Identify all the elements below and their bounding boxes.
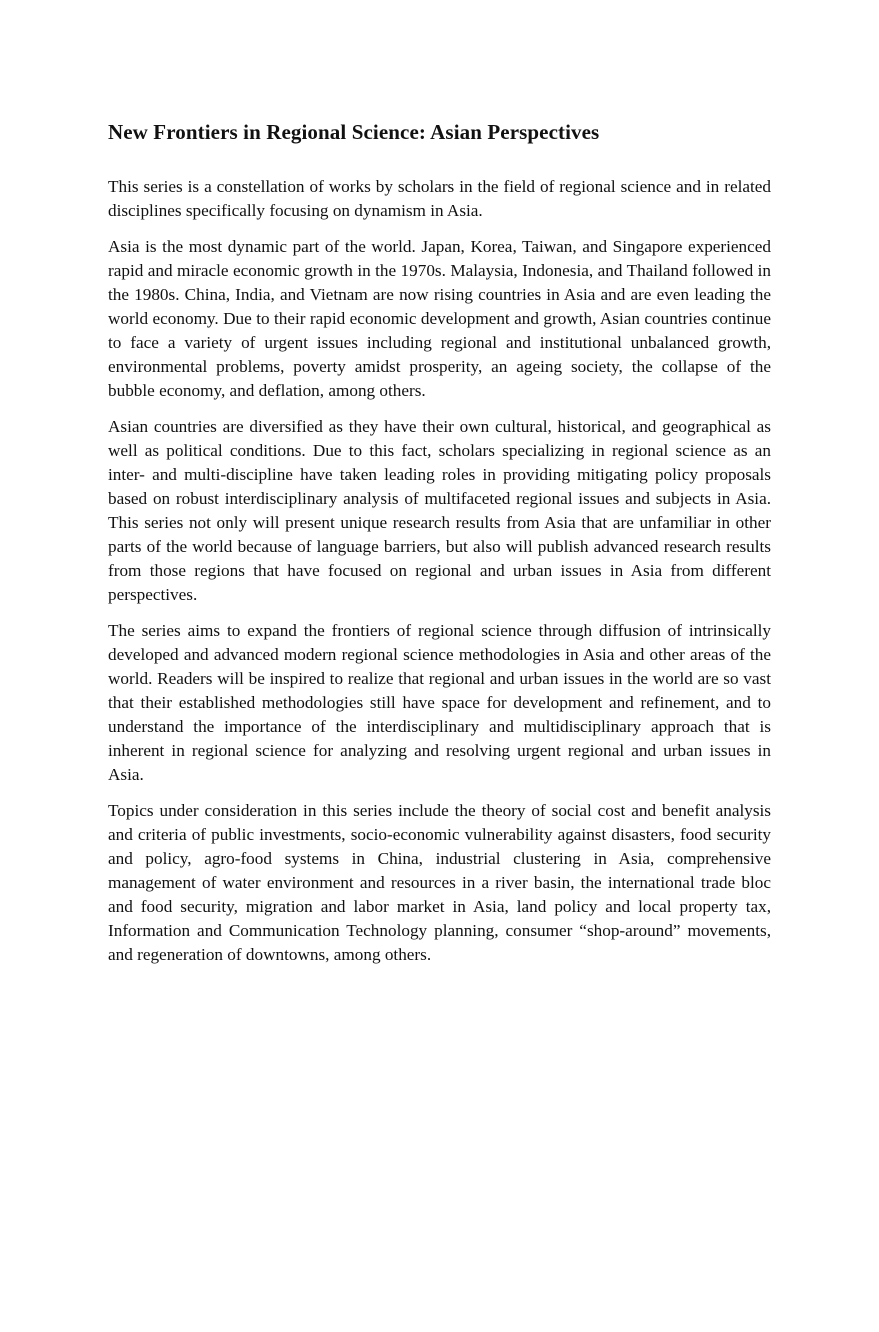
document-page	[108, 118, 771, 979]
paragraph-topics: Topics under consideration in this series include the theory of social cost and benefit analysis and criteria of public investments, socio-economic vulnerability against disasters, food security and policy, agro-food systems in China, industrial clustering in Asia, comprehensive management of water environment and resources in a river basin, the international trade bloc and food security, migration and labor market in Asia, land policy and local property tax, Information and Communication Technology planning, consumer “shop-around” movements, and regeneration of downtowns, among others.	[108, 801, 771, 964]
paragraph-asian-diversity: Asian countries are diversified as they have their own cultural, historical, and geographical as well as political conditions. Due to this fact, scholars specializing in regional science as an inter- and multi-discipline have taken leading roles in providing mitigating policy proposals based on robust interdisciplinary analysis of multifaceted regional issues and subjects in Asia. This series not only will present unique research results from Asia that are unfamiliar in other parts of the world because of language barriers, but also will publish advanced research results from those regions that have focused on regional and urban issues in Asia from different perspectives.	[108, 417, 771, 604]
paragraph-intro: This series is a constellation of works by scholars in the field of regional science and in related disciplines specifically focusing on dynamism in Asia.	[108, 177, 771, 220]
paragraph-asia-dynamism: Asia is the most dynamic part of the world. Japan, Korea, Taiwan, and Singapore experienced rapid and miracle economic growth in the 1970s. Malaysia, Indonesia, and Thailand followed in the 1980s. China, India, and Vietnam are now rising countries in Asia and are even leading the world economy. Due to their rapid economic development and growth, Asian countries continue to face a variety of urgent issues including regional and institutional unbalanced growth, environmental problems, poverty amidst prosperity, an ageing society, the collapse of the bubble economy, and deflation, among others.	[108, 237, 771, 400]
paragraph-series-aims: The series aims to expand the frontiers of regional science through diffusion of intrinsically developed and advanced modern regional science methodologies in Asia and other areas of the world. Readers will be inspired to realize that regional and urban issues in the world are so vast that their established methodologies still have space for development and refinement, and to understand the importance of the interdisciplinary and multidisciplinary approach that is inherent in regional science for analyzing and resolving urgent regional and urban issues in Asia.	[108, 621, 771, 784]
series-title: New Frontiers in Regional Science: Asian Perspectives	[108, 120, 600, 144]
